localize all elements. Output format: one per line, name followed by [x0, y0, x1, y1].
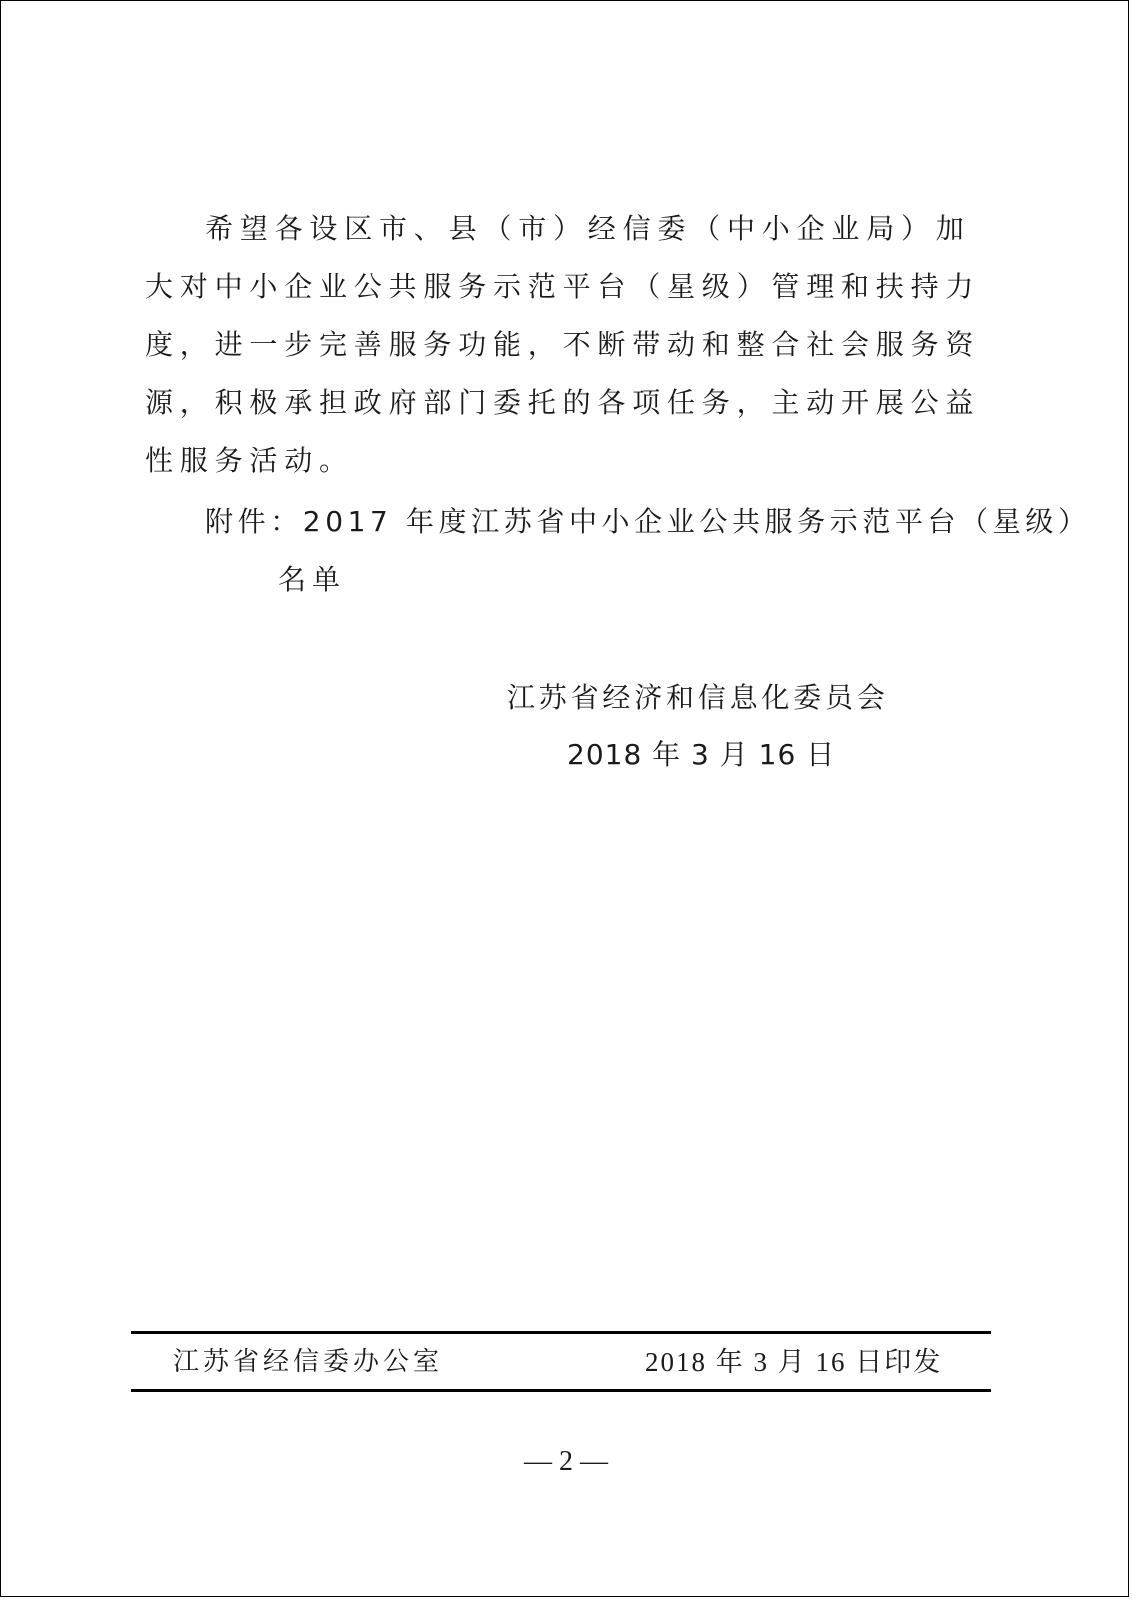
signature-date: 2018 年 3 月 16 日	[567, 738, 836, 771]
body-paragraph	[145, 200, 990, 490]
body-paragraph-text: 希望各设区市、县（市）经信委（中小企业局）加大对中小企业公共服务示范平台（星级）管理和扶持力度，进一步完善服务功能，不断带动和整合社会服务资源，积极承担政府部门委托的各项任务，主动开展公益性服务活动。	[145, 212, 981, 477]
footer-top-rule	[131, 1331, 991, 1334]
signature-organization: 江苏省经济和信息化委员会	[507, 681, 889, 714]
footer-issuing-office: 江苏省经信委办公室	[173, 1347, 444, 1377]
footer-bottom-rule	[131, 1389, 991, 1392]
attachment-line-continued: 名单	[278, 563, 347, 596]
page-number: — 2 —	[524, 1446, 608, 1477]
footer-issue-date: 2018 年 3 月 16 日印发	[645, 1347, 943, 1377]
attachment-line: 附件：2017 年度江苏省中小企业公共服务示范平台（星级）	[205, 505, 1091, 538]
